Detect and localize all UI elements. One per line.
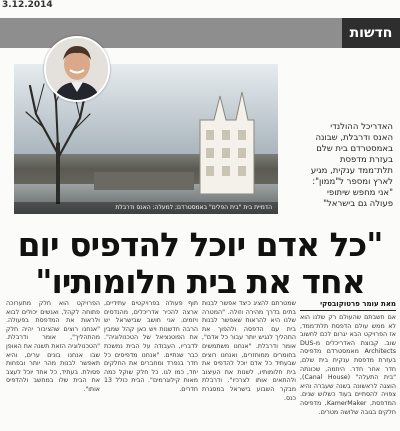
lead-line: האדריכל ההולנדי xyxy=(330,122,393,132)
column-text: תוף פעולה בפרויקטים עתידיים, ארצה להכיר אדריכלים, מהנדסים ויזמים. אני חושב שבישראל יש הרבה חדשנות ויש כאן קהל שמבין את הפוטנציאל של הטכנולוגיה". לדבריו, העבודה על הבית נמשכת כבר שנתיים. "אנחנו מדפיסים כל חדר בנפרד ומחברים את החלקים יחד, כמו לגו. כל חלק שוקל כמה מאות קילוגרמים". הבית כולל 13 חדרים. xyxy=(104,300,198,393)
lead-line: האנס ודרבלת, שבונה xyxy=(315,133,393,143)
photo-caption: הדמיית בית "בית הפלים" באמסטרדם; למעלה: האנס ודרבלת xyxy=(14,202,278,214)
lead-line: פעולה גם בישראל" xyxy=(323,199,393,209)
architect-portrait xyxy=(44,36,110,102)
column-text: שמטרתם להציג כיצד אפשר לבנות בתים בדרך מהירה וזולה. "המטרה שלנו היא להראות שאפשר לבנות בית עם הדפסה ולהפוך את התהליך לנגיש יותר עבור כל אדם", אומר ודרבלת. "אנחנו משתמשים בחומרים ממוחזרים, ואנחנו רוצים שבעתיד כל אדם יוכל להדפיס את בית חלומותיו, לשנות את העיצוב ולהתאים אותו לצרכיו". ודרבלת מבקר השבוע בישראל במסגרת כנס. xyxy=(202,300,296,402)
headline-line-1: "כל אדם יוכל להדפיס יום xyxy=(17,225,383,264)
section-label: חדשות xyxy=(342,18,400,48)
lead-line: לארץ ומספר ל"ממון": xyxy=(312,177,393,187)
canal-house-render-icon xyxy=(196,90,258,194)
article-column-4 xyxy=(6,300,100,431)
article-column-1 xyxy=(300,314,396,431)
lead-line: באמסטרדם בית שלם xyxy=(316,144,393,154)
lead-line: "אני מחפש שיתופי xyxy=(327,188,393,198)
headline-line-2: אחד את בית חלומותיו" xyxy=(35,262,365,301)
person-portrait-icon xyxy=(46,38,108,100)
lead-paragraph xyxy=(283,122,393,210)
article-column-2 xyxy=(202,300,296,431)
headline xyxy=(6,226,394,300)
column-text: הפרויקט הוא חלק מתערוכה פתוחה לקהל, ואנשים יכולים לבוא ולראות את המדפסת בפעולה. "אנחנו רוצים שהציבור יהיה חלק מהתהליך", אומר ודרבלת. "הטכנולוגיה הזאת תשנה את האופן שבו אנחנו בונים ערים, והיא תאפשר לבנות מהר יותר ובפחות פסולת. בעתיד, כל אחד יוכל לעצב את הבית שלו במחשב ולהדפיס אותו". xyxy=(6,300,100,393)
article-column-3 xyxy=(104,300,198,431)
photo-canal-houses xyxy=(94,172,194,190)
lead-line: תלת־ממד ענקית, מגיע xyxy=(310,166,393,176)
byline-rule xyxy=(300,310,396,311)
lead-line: בעזרת מדפסת xyxy=(339,155,393,165)
issue-date: 3.12.2014 xyxy=(2,0,53,10)
column-text: אם חשבתם שהעולם רק שלנו הוא לא ממש עולם הדפסת תלת־ממד, אז הפרויקט הבא יגרום לכם לחשוב שוב. קבוצת האדריכלים מ-DUS Architects מאמסטרדם מדפיסה בעזרת מדפסת ענקית בית שלם, חדר אחר חדר. היוזמה, שכונתה "בית התעלה" (Canal House), הוצגה לראשונה בשנה שעברה והיא צפויה להסתיים בעוד כשלוש שנים. המדפסת, KamerMaker, מדפיסה חלקים בגובה שלושה מטרים. xyxy=(300,314,396,416)
byline-block xyxy=(300,300,396,311)
byline: מאת עומר פרטוקובסקי xyxy=(320,300,396,308)
